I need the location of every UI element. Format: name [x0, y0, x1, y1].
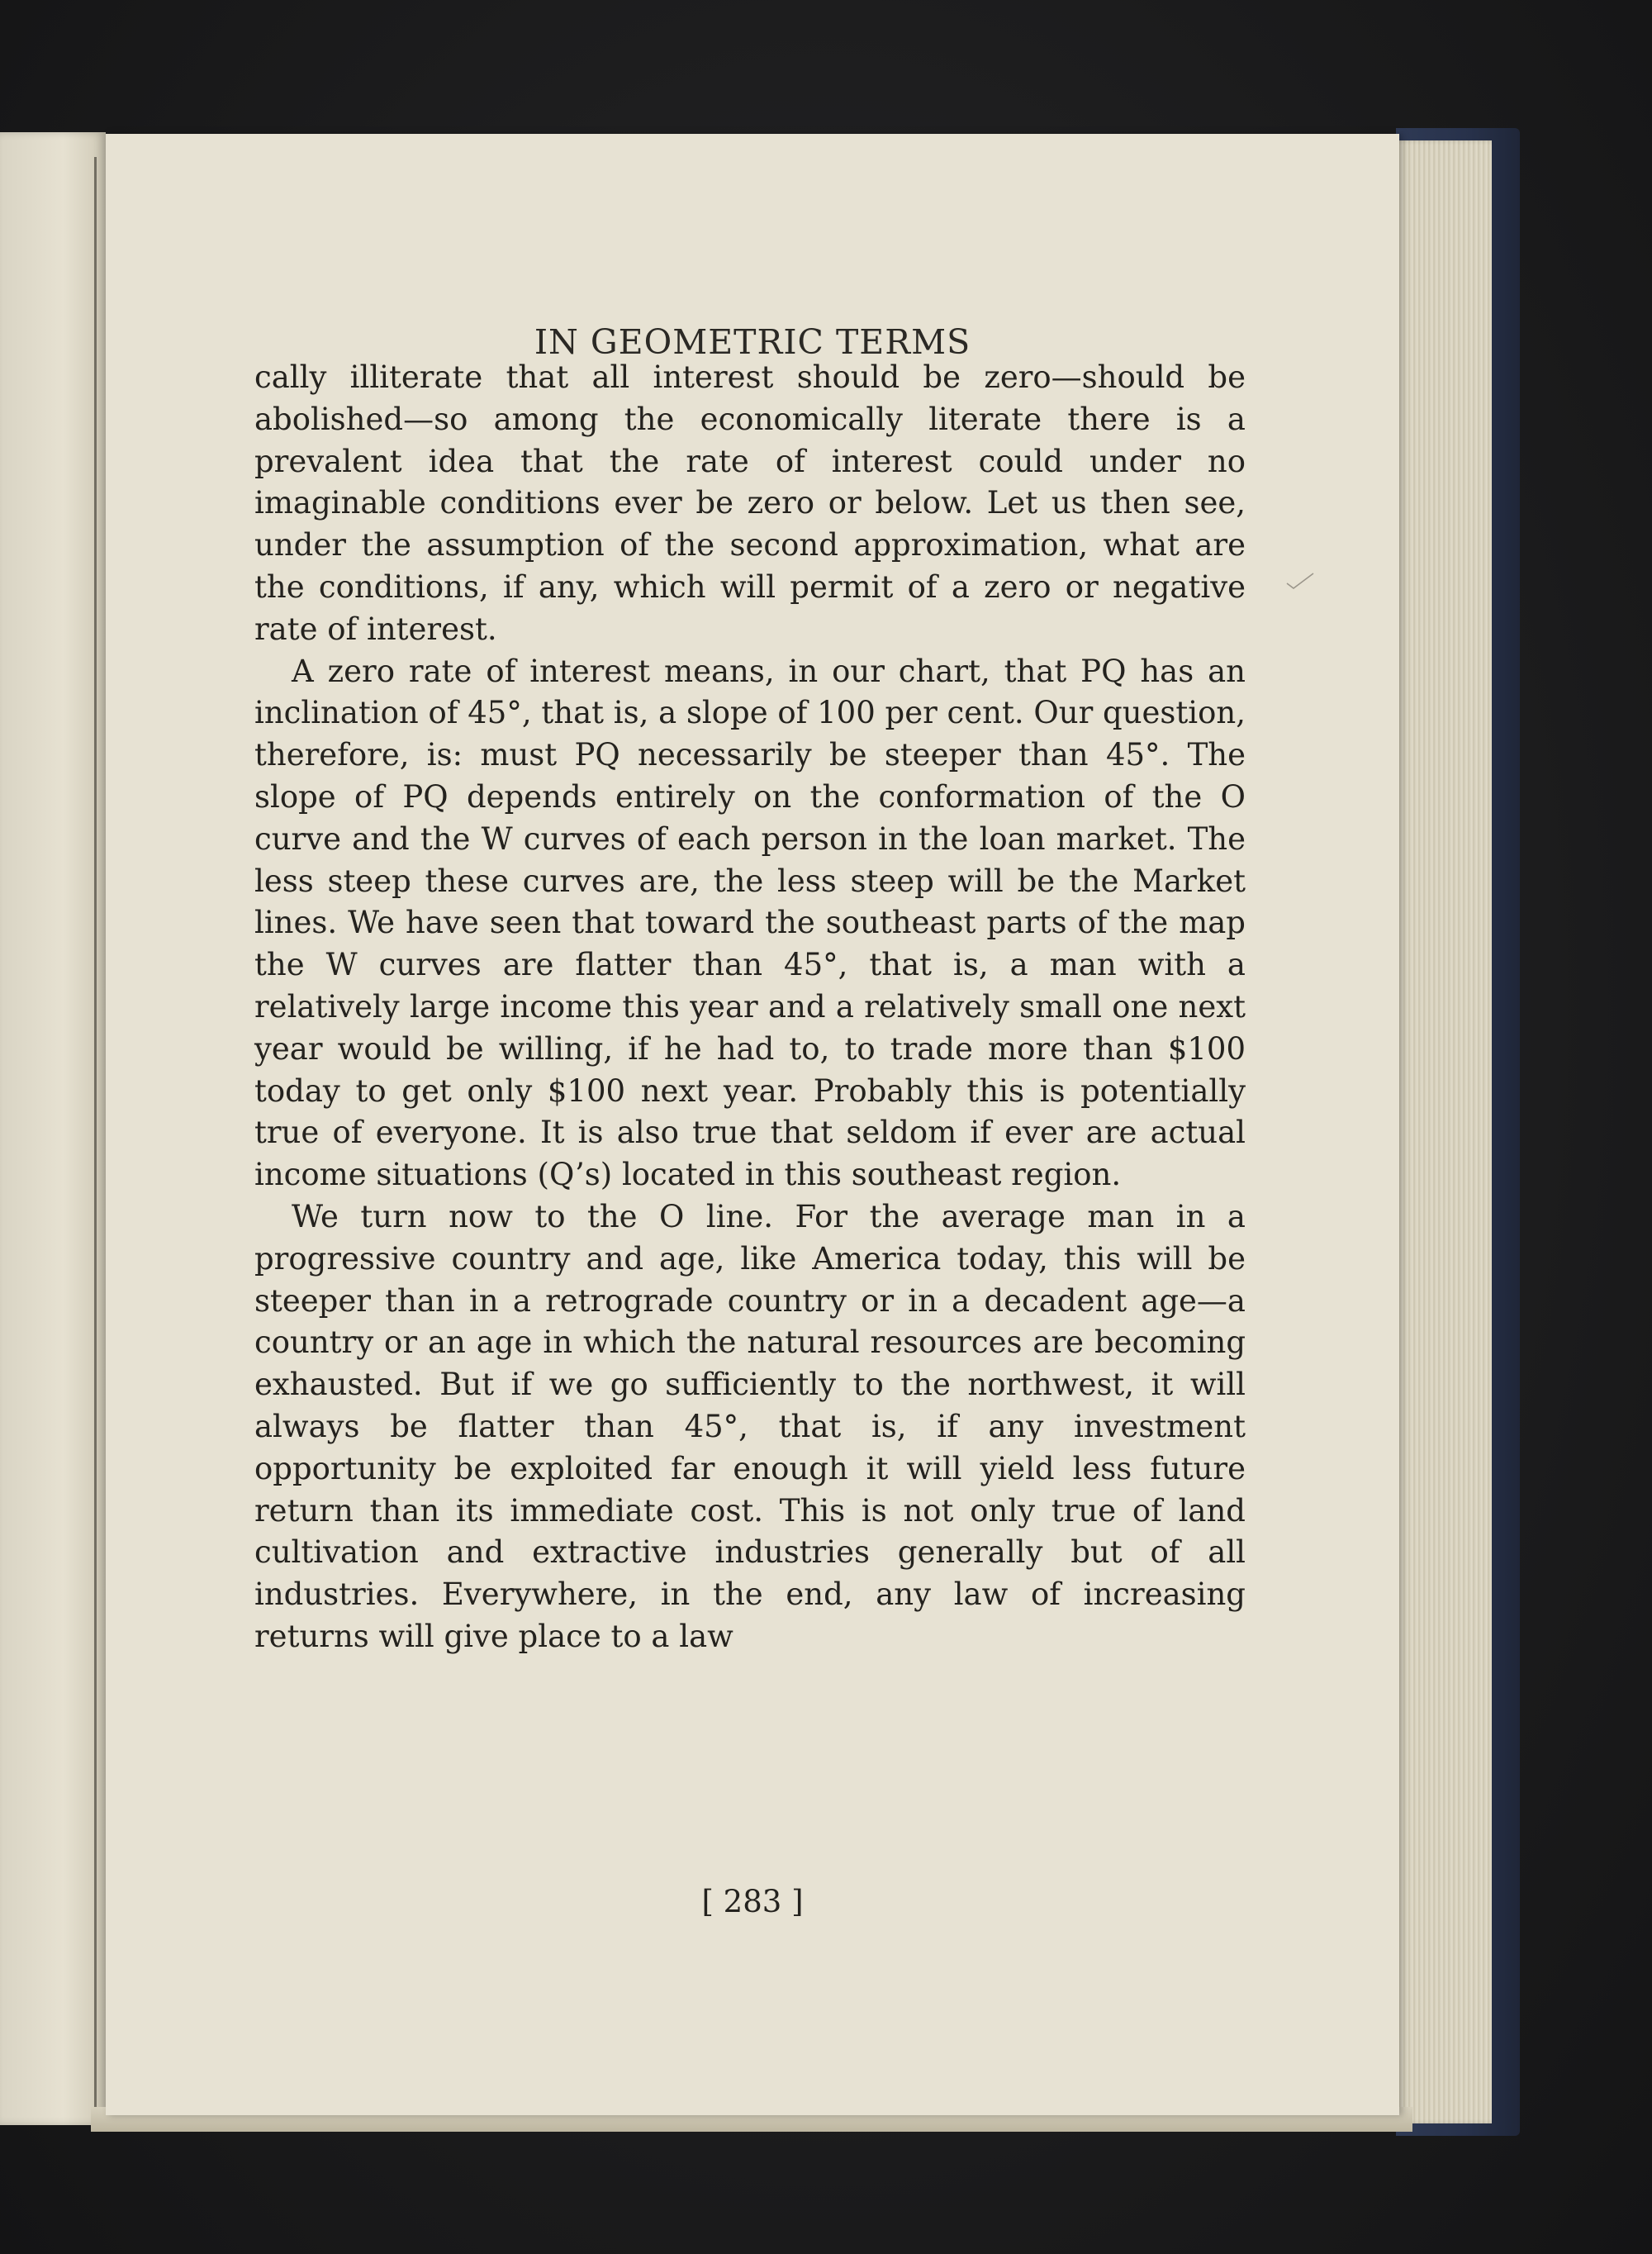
paragraph-3: We turn now to the O line. For the average man in a progressive country and age, like America today, this will be steeper than in a retrograde country or in a decadent age—a country or an age in which the natural resources are becoming exhausted. But if we go sufficiently to the northwest, it will always be flatter than 45°, that is, if any investment opportunity be exploited far enough it will yield less future return than its immediate cost. This is not only true of land cultivation and extractive industries generally but of all industries. Everywhere, in the end, any law of increasing returns will give place to a law: [254, 1198, 1246, 1654]
page-edges: [1386, 140, 1492, 2123]
book-page: [106, 134, 1399, 2115]
paragraph-1: cally illiterate that all interest should be zero—should be abolished—so among the economically literate there is a prevalent idea that the rate of interest could under no imaginable conditions ever be zero or below. Let us then see, under the assumption of the second approximation, what are the conditions, if any, which will permit of a zero or negative rate of interest.: [254, 359, 1246, 647]
page-number: [ 283 ]: [701, 1884, 804, 1919]
pencil-check-mark: [1285, 572, 1315, 592]
body-text: [254, 357, 1246, 1658]
paragraph-2: A zero rate of interest means, in our chart, that PQ has an inclination of 45°, that is, a slope of 100 per cent. Our question, therefore, is: must PQ necessarily be steeper than 45°. The slope of PQ depends entirely on the conformation of the O curve and the W curves of each person in the loan market. The less steep these curves are, the less steep will be the Market lines. We have seen that toward the southeast parts of the map the W curves are flatter than 45°, that is, a man with a relatively large income this year and a relatively small one next year would be willing, if he had to, to trade more than $100 today to get only $100 next year. Probably this is potentially true of everyone. It is also true that seldom if ever are actual income situations (Q’s) located in this southeast region.: [254, 653, 1246, 1193]
spine-gutter: [94, 157, 97, 2107]
running-head: IN GEOMETRIC TERMS: [534, 322, 971, 362]
previous-page: [0, 132, 106, 2125]
